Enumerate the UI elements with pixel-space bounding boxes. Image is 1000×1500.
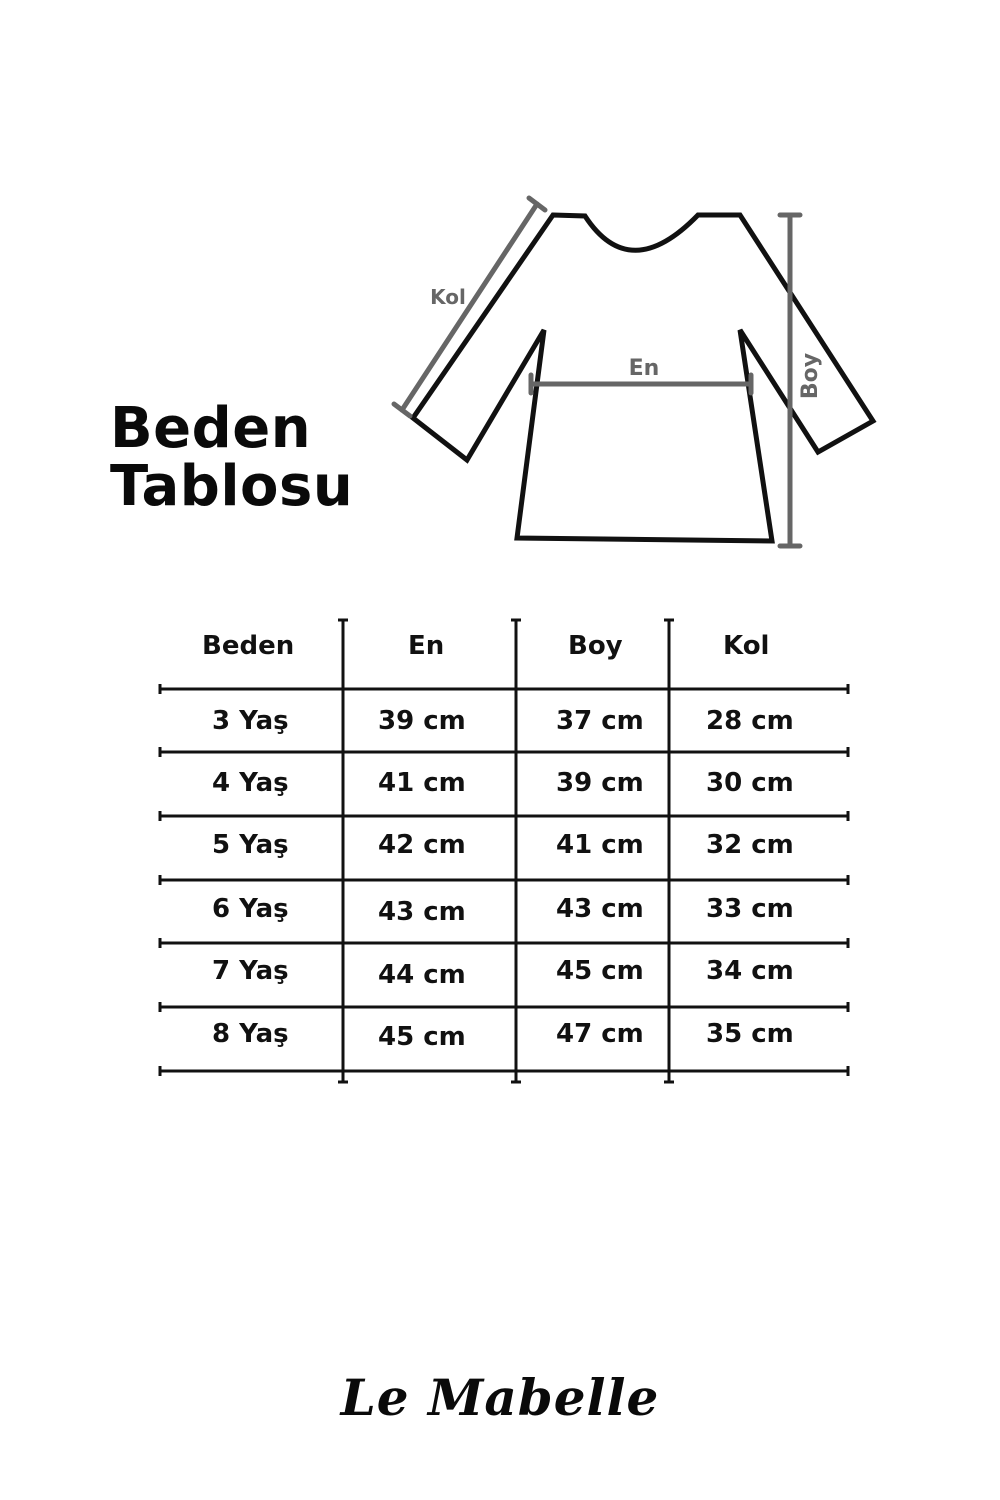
table-row-5-kol: 34 cm — [706, 956, 794, 986]
table-row-1-en: 39 cm — [378, 706, 466, 736]
table-row-6-beden: 8 Yaş — [212, 1019, 289, 1049]
table-row-5-boy: 45 cm — [556, 956, 644, 986]
table-row-5-en: 44 cm — [378, 960, 466, 990]
boy-label: Boy — [798, 352, 823, 400]
table-row-1-beden: 3 Yaş — [212, 706, 289, 736]
table-row-4-boy: 43 cm — [556, 894, 644, 924]
table-row-5-beden: 7 Yaş — [212, 956, 289, 986]
table-row-1-boy: 37 cm — [556, 706, 644, 736]
table-row-3-kol: 32 cm — [706, 830, 794, 860]
table-row-1-kol: 28 cm — [706, 706, 794, 736]
title-line-2: Tablosu — [110, 454, 354, 519]
table-row-2-kol: 30 cm — [706, 768, 794, 798]
table-row-6-boy: 47 cm — [556, 1019, 644, 1049]
table-row-4-kol: 33 cm — [706, 894, 794, 924]
table-row-6-kol: 35 cm — [706, 1019, 794, 1049]
table-row-2-beden: 4 Yaş — [212, 768, 289, 798]
en-label: En — [628, 356, 660, 381]
brand-logo: Le Mabelle — [340, 1368, 660, 1427]
table-row-2-boy: 39 cm — [556, 768, 644, 798]
header-en: En — [408, 631, 445, 661]
table-row-3-beden: 5 Yaş — [212, 830, 289, 860]
table-row-4-en: 43 cm — [378, 897, 466, 927]
table-row-3-en: 42 cm — [378, 830, 466, 860]
header-boy: Boy — [568, 631, 623, 661]
row-dividers — [160, 684, 848, 1076]
table-row-3-boy: 41 cm — [556, 830, 644, 860]
table-row-4-beden: 6 Yaş — [212, 894, 289, 924]
header-kol: Kol — [723, 631, 770, 661]
table-row-2-en: 41 cm — [378, 768, 466, 798]
kol-label: Kol — [430, 285, 466, 309]
table-row-6-en: 45 cm — [378, 1022, 466, 1052]
title-line-1: Beden — [110, 396, 312, 461]
header-beden: Beden — [202, 631, 295, 661]
